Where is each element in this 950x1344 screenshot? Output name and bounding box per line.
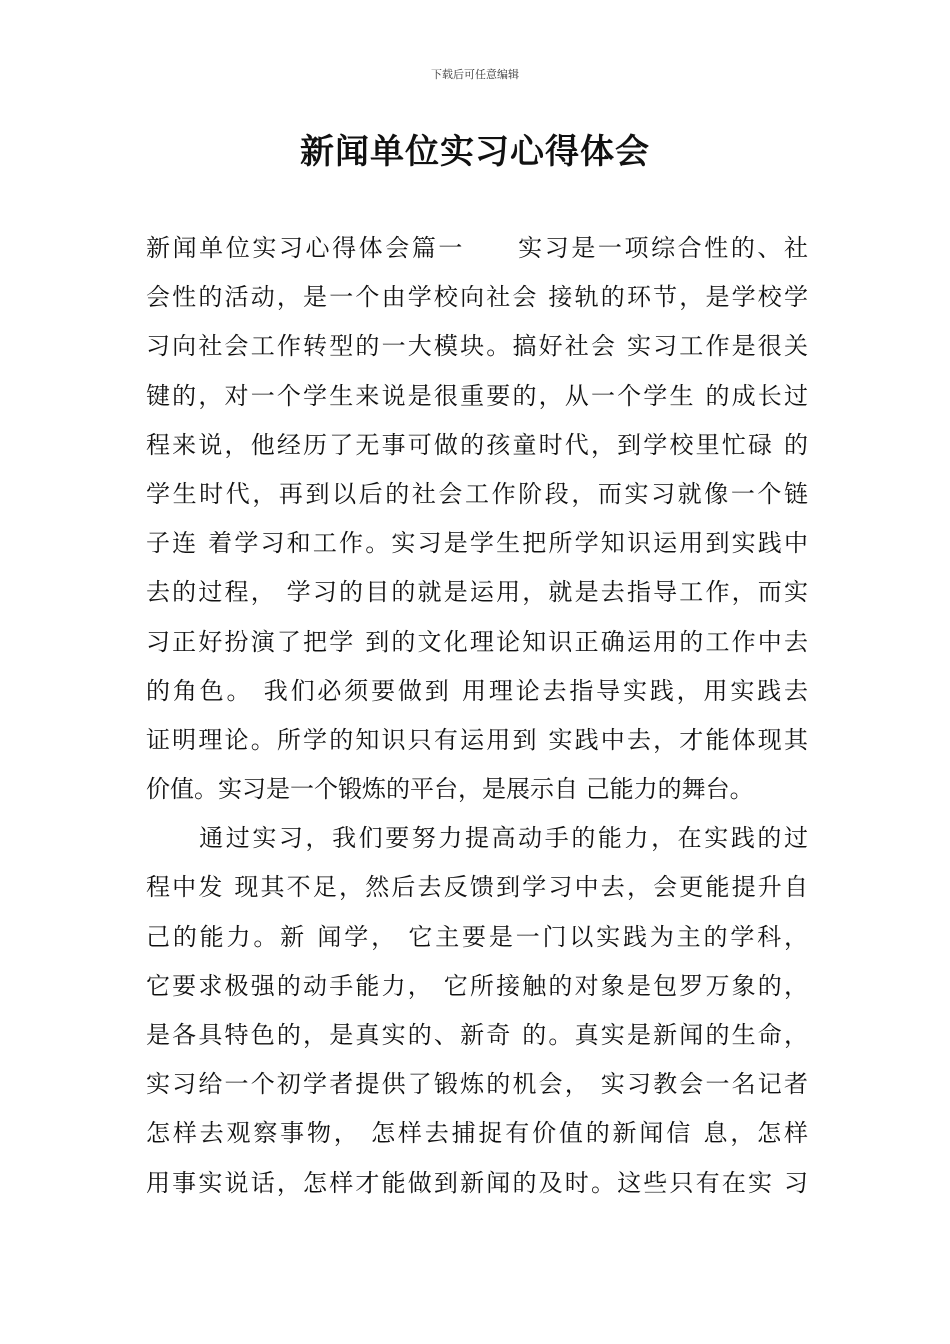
text-line: 习正好扮演了把学 到的文化理论知识正确运用的工作中去	[146, 627, 808, 656]
text-line: 程中发 现其不足，然后去反馈到学习中去，会更能提升自	[146, 873, 808, 902]
text-line: 实习给一个初学者提供了锻炼的机会， 实习教会一名记者	[146, 1070, 808, 1099]
text-line: 怎样去观察事物， 怎样去捕捉有价值的新闻信 息，怎样	[146, 1119, 808, 1148]
paragraph-2	[146, 814, 808, 1208]
paragraph-1	[146, 224, 808, 814]
text-line: 子连 着学习和工作。实习是学生把所学知识运用到实践中	[146, 529, 808, 558]
text-line: 己的能力。新 闻学， 它主要是一门以实践为主的学科，	[146, 922, 808, 951]
text-line: 它要求极强的动手能力， 它所接触的对象是包罗万象的，	[146, 971, 808, 1000]
text-line: 用事实说话，怎样才能做到新闻的及时。这些只有在实 习	[146, 1168, 808, 1197]
text-line: 去的过程， 学习的目的就是运用，就是去指导工作，而实	[146, 578, 808, 607]
text-line: 会性的活动，是一个由学校向社会 接轨的环节，是学校学	[146, 283, 808, 312]
text-line: 程来说，他经历了无事可做的孩童时代，到学校里忙碌 的	[146, 430, 808, 459]
text-line: 价值。实习是一个锻炼的平台，是展示自 己能力的舞台。	[146, 775, 754, 804]
text-line: 是各具特色的，是真实的、新奇 的。真实是新闻的生命，	[146, 1021, 808, 1049]
text-line: 新闻单位实习心得体会篇一 实习是一项综合性的、社	[146, 234, 808, 262]
header-note: 下载后可任意编辑	[431, 68, 519, 81]
text-line: 的角色。 我们必须要做到 用理论去指导实践，用实践去	[146, 676, 808, 705]
document-title: 新闻单位实习心得体会	[300, 132, 650, 172]
text-line: 习向社会工作转型的一大模块。搞好社会 实习工作是很关	[146, 332, 808, 361]
document-body	[146, 224, 808, 1208]
text-line: 证明理论。所学的知识只有运用到 实践中去，才能体现其	[146, 725, 808, 754]
text-line: 通过实习，我们要努力提高动手的能力，在实践的过	[146, 824, 808, 853]
text-line: 学生时代，再到以后的社会工作阶段，而实习就像一个链	[146, 479, 808, 508]
text-line: 键的，对一个学生来说是很重要的，从一个学生 的成长过	[146, 381, 808, 410]
